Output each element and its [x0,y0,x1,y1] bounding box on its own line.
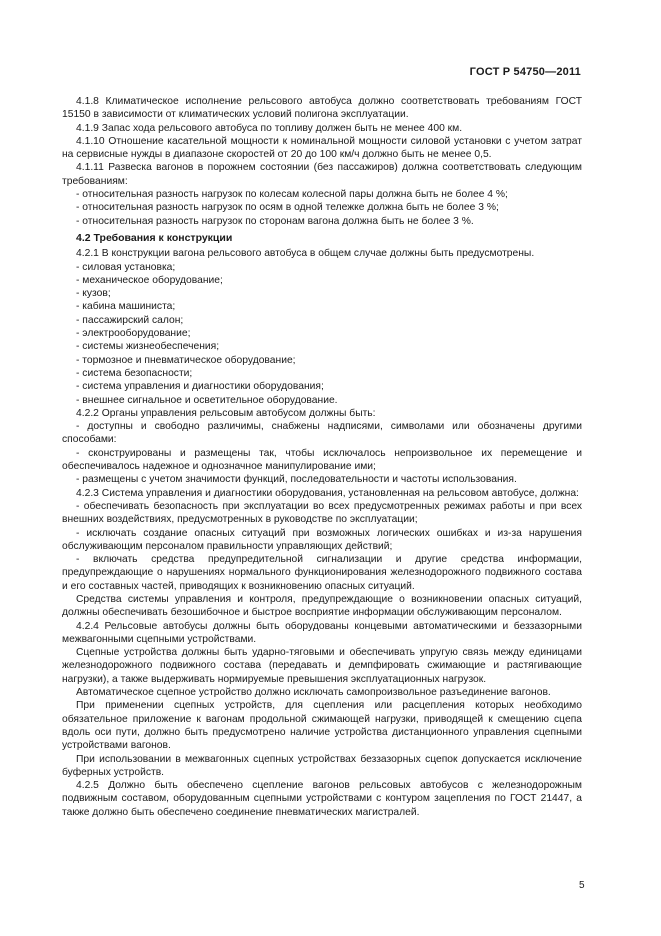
list-item: - тормозное и пневматическое оборудование; [76,354,296,366]
paragraph: 4.1.8 Климатическое исполнение рельсового автобуса должно соответствовать требованиям ГОСТ 15150 в зависимости от климатических условий полигона эксплуатации. [62,96,582,121]
list-item: - относительная разность нагрузок по колесам колесной пары должна быть не более 4 %; [76,189,508,201]
paragraph: Средства системы управления и контроля, предупреждающие о возникновении опасных ситуаций, должны обеспечивать безошибочное и быстрое восприятие информации обслуживающим персоналом. [62,593,582,619]
list-item: - силовая установка; [76,261,176,273]
list-item: - внешнее сигнальное и осветительное оборудование. [76,394,338,406]
paragraph: Автоматическое сцепное устройство должно исключать самопроизвольное разъединение вагонов. [76,687,551,699]
paragraph: 4.2.3 Система управления и диагностики оборудования, установленная на рельсовом автобусе, должна: [76,487,579,499]
section-heading: 4.2 Требования к конструкции [76,231,233,244]
paragraph: - включать средства предупредительной сигнализации и другие средства информации, предупреждающие о нарушениях нормального функционирования железнодорожного подвижного состава и его составных частей, приводящих к возникновению опасных ситуаций. [62,554,582,592]
list-item: - системы жизнеобеспечения; [76,341,220,353]
list-item: - относительная разность нагрузок по осям в одной тележке должна быть не более 3 %; [76,202,499,214]
paragraph: 4.2.5 Должно быть обеспечено сцепление вагонов рельсовых автобусов с железнодорожным подвижным составом, оборудованным сцепными устройствами с контуром зацепления по ГОСТ 21447, а также должно быть обеспечено соединение пневматических магистралей. [62,780,582,818]
list-item: - относительная разность нагрузок по сторонам вагона должна быть не более 3 %. [76,215,474,227]
list-item: - кузов; [76,288,111,300]
document-body [62,95,582,819]
paragraph: 4.2.2 Органы управления рельсовым автобусом должны быть: [76,407,376,419]
list-item: - электрооборудование; [76,328,191,340]
document-header: ГОСТ Р 54750—2011 [469,66,581,78]
paragraph: 4.2.1 В конструкции вагона рельсового автобуса в общем случае должны быть предусмотрены. [76,248,535,260]
paragraph: - исключать создание опасных ситуаций при возможных логических ошибках и из-за нарушения обслуживающим персоналом правильности управляющих действий; [62,527,582,552]
list-item: - система управления и диагностики оборудования; [76,381,324,393]
paragraph: При использовании в межвагонных сцепных устройствах беззазорных сцепок допускается исключение буферных устройств. [62,753,582,778]
list-item: - кабина машиниста; [76,301,176,313]
list-item: - система безопасности; [76,367,193,379]
list-item: - пассажирский салон; [76,314,184,326]
paragraph: 4.2.4 Рельсовые автобусы должны быть оборудованы концевыми автоматическими и беззазорными межвагонными сцепными устройствами. [62,620,582,645]
paragraph: - доступны и свободно различимы, снабжены надписями, символами или обозначены другими способами: [62,421,582,446]
list-item: - механическое оборудование; [76,274,223,286]
paragraph: 4.1.9 Запас хода рельсового автобуса по топливу должен быть не менее 400 км. [76,122,463,134]
paragraph: - размещены с учетом значимости функций, последовательности и частоты использования. [76,474,517,486]
paragraph: - обеспечивать безопасность при эксплуатации во всех предусмотренных режимах работы и при всех внешних воздействиях, предусмотренных в руководстве по эксплуатации; [62,500,582,526]
paragraph: При применении сцепных устройств, для сцепления или расцепления которых необходимо обязательное приложение к вагонам продольной сжимающей нагрузки, приводящей к смещению сцепа вдоль оси пути, должно быть предусмотрено наличие устройства дистанционного управления сцепными устройствами вагонов. [62,700,582,752]
paragraph: - сконструированы и размещены так, чтобы исключалось непроизвольное их перемещение и обеспечивалось надежное и однозначное манипулирование ими; [62,447,582,473]
page-number: 5 [579,880,585,891]
paragraph: Сцепные устройства должны быть ударно-тяговыми и обеспечивать упругую связь между единицами железнодорожного подвижного состава (передавать и демпфировать сжимающие и растягивающие нагрузки), а также выдерживать нормируемые превышения эксплуатационных нагрузок. [62,647,582,685]
paragraph: 4.1.11 Развеска вагонов в порожнем состоянии (без пассажиров) должна соответствовать следующим требованиям: [62,162,582,187]
paragraph: 4.1.10 Отношение касательной мощности к номинальной мощности силовой установки с учетом затрат на сервисные нужды в диапазоне скоростей от 20 до 100 км/ч должно быть не менее 0,5. [62,135,582,161]
